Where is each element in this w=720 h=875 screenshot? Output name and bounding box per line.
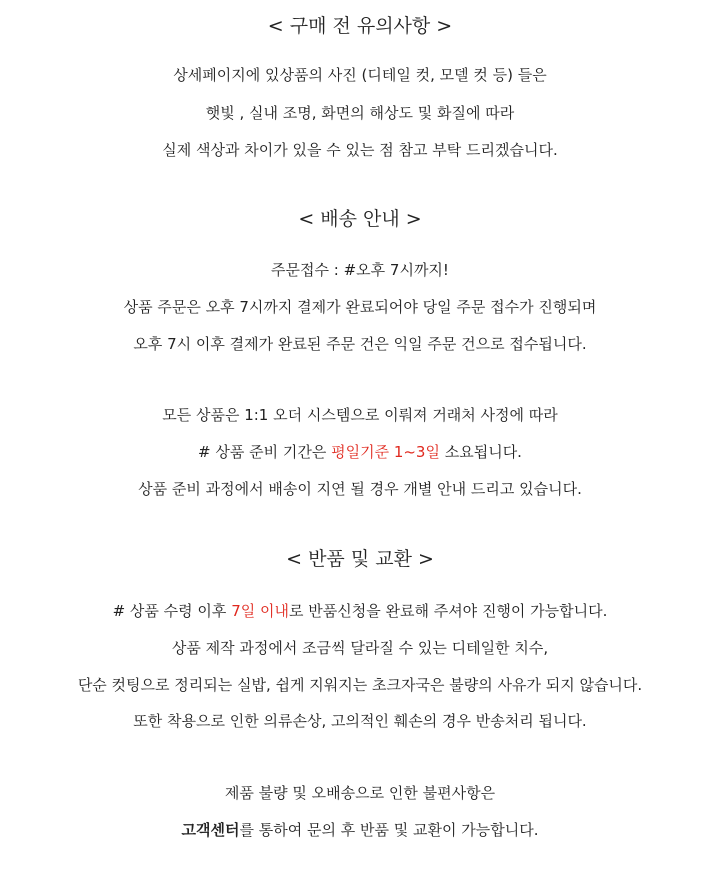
returns-title: < 반품 및 교환 > (286, 548, 434, 570)
shipping-prep-highlight: 평일기준 1~3일 (331, 443, 440, 461)
returns-first-prefix: # 상품 수령 이후 (112, 602, 232, 620)
returns-first-line (0, 601, 720, 621)
shipping-line-2: 상품 주문은 오후 7시까지 결제가 완료되어야 당일 주문 접수가 진행되며 (123, 298, 597, 316)
shipping-prep-suffix: 소요됩니다. (439, 443, 522, 461)
shipping-delay-line: 상품 준비 과정에서 배송이 지연 될 경우 개별 안내 드리고 있습니다. (138, 480, 582, 498)
returns-line-3: 단순 컷팅으로 정리되는 실밥, 쉽게 지워지는 초크자국은 불량의 사유가 되지 않습니다. (77, 676, 643, 694)
shipping-line-3: 오후 7시 이후 결제가 완료된 주문 건은 익일 주문 건으로 접수됩니다. (133, 335, 587, 353)
precautions-line-1: 상세페이지에 있상품의 사진 (디테일 컷, 모델 컷 등) 들은 (173, 66, 547, 84)
customer-center-label: 고객센터 (181, 821, 240, 839)
precautions-line-2: 햇빛 , 실내 조명, 화면의 해상도 및 화질에 따라 (205, 104, 515, 122)
returns-first-suffix: 로 반품신청을 완료해 주셔야 진행이 가능합니다. (288, 602, 608, 620)
shipping-prep-line (0, 442, 720, 462)
shipping-order-cutoff: 주문접수 : #오후 7시까지! (271, 261, 449, 279)
precautions-line-3: 실제 색상과 차이가 있을 수 있는 점 참고 부탁 드리겠습니다. (162, 141, 558, 159)
precautions-title: < 구매 전 유의사항 > (267, 15, 453, 37)
returns-line-2: 상품 제작 과정에서 조금씩 달라질 수 있는 디테일한 치수, (171, 639, 549, 657)
shipping-prep-prefix: # 상품 준비 기간은 (198, 443, 332, 461)
returns-first-highlight: 7일 이내 (231, 602, 289, 620)
returns-cs-line (0, 820, 720, 840)
returns-line-4: 또한 착용으로 인한 의류손상, 고의적인 훼손의 경우 반송처리 됩니다. (133, 712, 587, 730)
returns-cs-suffix: 를 통하여 문의 후 반품 및 교환이 가능합니다. (239, 821, 539, 839)
shipping-line-4: 모든 상품은 1:1 오더 시스템으로 이뤄져 거래처 사정에 따라 (162, 406, 558, 424)
returns-line-5: 제품 불량 및 오배송으로 인한 불편사항은 (224, 784, 496, 802)
shipping-title: < 배송 안내 > (298, 208, 422, 230)
